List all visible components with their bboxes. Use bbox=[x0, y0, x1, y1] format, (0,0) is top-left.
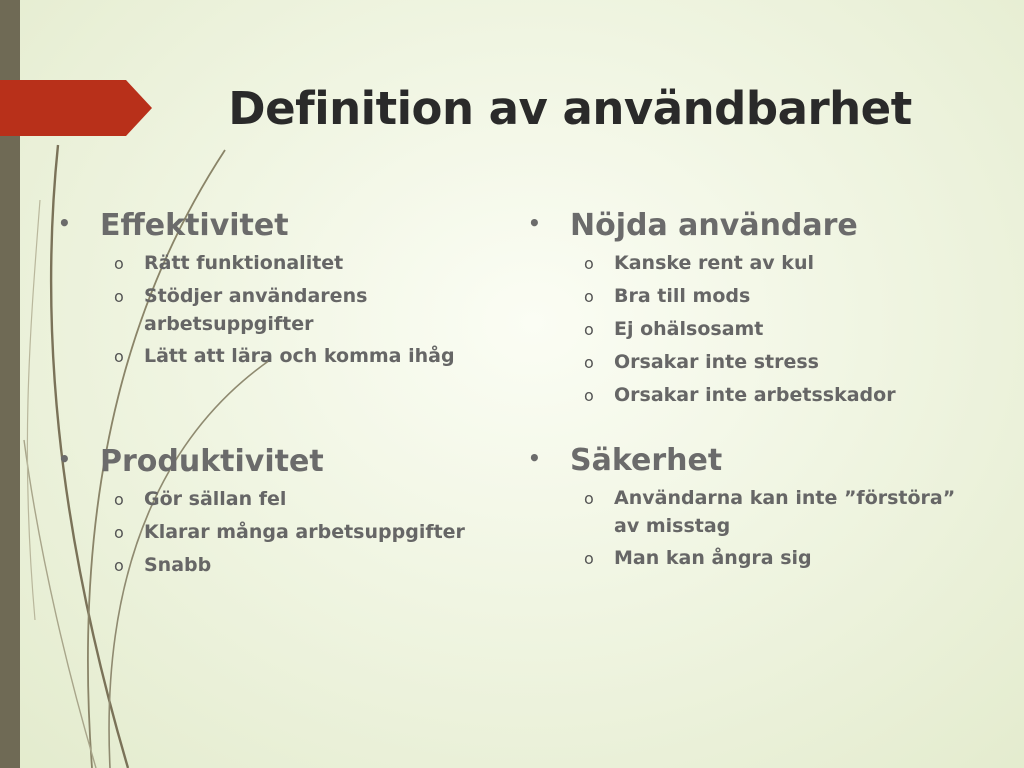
bullet-icon: • bbox=[528, 211, 541, 235]
sub-bullet-icon: o bbox=[584, 489, 594, 508]
sub-bullet-text: Lätt att lära och komma ihåg bbox=[144, 345, 455, 367]
heading-text: Nöjda användare bbox=[570, 208, 858, 243]
group-produktivitet bbox=[58, 441, 498, 580]
sub-bullet-text: Kanske rent av kul bbox=[614, 252, 814, 274]
bullet-heading bbox=[528, 440, 968, 484]
heading-text: Säkerhet bbox=[570, 443, 723, 478]
sub-bullet bbox=[584, 484, 968, 540]
sub-bullet bbox=[114, 249, 498, 278]
sub-bullet-text: Orsakar inte stress bbox=[614, 351, 819, 373]
bullet-heading bbox=[528, 205, 968, 249]
sub-bullet-icon: o bbox=[584, 386, 594, 405]
sub-bullet-icon: o bbox=[584, 320, 594, 339]
bullet-icon: • bbox=[528, 446, 541, 470]
sub-bullet-icon: o bbox=[584, 254, 594, 273]
sub-bullet-icon: o bbox=[114, 523, 124, 542]
sub-bullet bbox=[584, 282, 968, 311]
sub-bullet-icon: o bbox=[114, 490, 124, 509]
heading-text: Produktivitet bbox=[100, 444, 324, 479]
group-nojda-anvandare bbox=[528, 205, 968, 410]
sub-bullet bbox=[114, 485, 498, 514]
sub-bullet-text: Användarna kan inte ”förstöra” av misstag bbox=[614, 487, 956, 537]
sub-bullet-text: Snabb bbox=[144, 554, 212, 576]
sub-bullet bbox=[114, 342, 498, 371]
sub-bullet bbox=[584, 544, 968, 573]
sub-bullet-icon: o bbox=[584, 287, 594, 306]
sub-bullet-icon: o bbox=[114, 556, 124, 575]
sub-bullet-icon: o bbox=[584, 353, 594, 372]
sub-bullet bbox=[584, 381, 968, 410]
sub-bullet-text: Man kan ångra sig bbox=[614, 547, 812, 569]
sub-bullet-text: Gör sällan fel bbox=[144, 488, 287, 510]
sub-bullet-icon: o bbox=[584, 549, 594, 568]
sub-bullet-text: Klarar många arbetsuppgifter bbox=[144, 521, 465, 543]
group-effektivitet bbox=[58, 205, 498, 371]
bullet-heading bbox=[58, 441, 498, 485]
group-sakerhet bbox=[528, 440, 968, 573]
sub-bullet-text: Bra till mods bbox=[614, 285, 751, 307]
sub-bullet bbox=[114, 551, 498, 580]
left-column bbox=[58, 205, 498, 584]
sub-bullet-text: Orsakar inte arbetsskador bbox=[614, 384, 896, 406]
sub-bullet-icon: o bbox=[114, 254, 124, 273]
sub-bullet bbox=[584, 249, 968, 278]
sub-bullet bbox=[114, 282, 498, 338]
bullet-icon: • bbox=[58, 447, 71, 471]
heading-text: Effektivitet bbox=[100, 208, 289, 243]
slide-title: Definition av användbarhet bbox=[228, 82, 912, 135]
sub-bullet bbox=[114, 518, 498, 547]
sub-bullet-text: Stödjer användarens arbetsuppgifter bbox=[144, 285, 368, 335]
bullet-icon: • bbox=[58, 211, 71, 235]
sub-bullet-icon: o bbox=[114, 347, 124, 366]
sub-bullet-text: Rätt funktionalitet bbox=[144, 252, 344, 274]
sub-bullet bbox=[584, 315, 968, 344]
sub-bullet-text: Ej ohälsosamt bbox=[614, 318, 764, 340]
accent-arrow-tab bbox=[0, 80, 152, 136]
right-column bbox=[528, 205, 968, 577]
sub-bullet-icon: o bbox=[114, 287, 124, 306]
sub-bullet bbox=[584, 348, 968, 377]
bullet-heading bbox=[58, 205, 498, 249]
